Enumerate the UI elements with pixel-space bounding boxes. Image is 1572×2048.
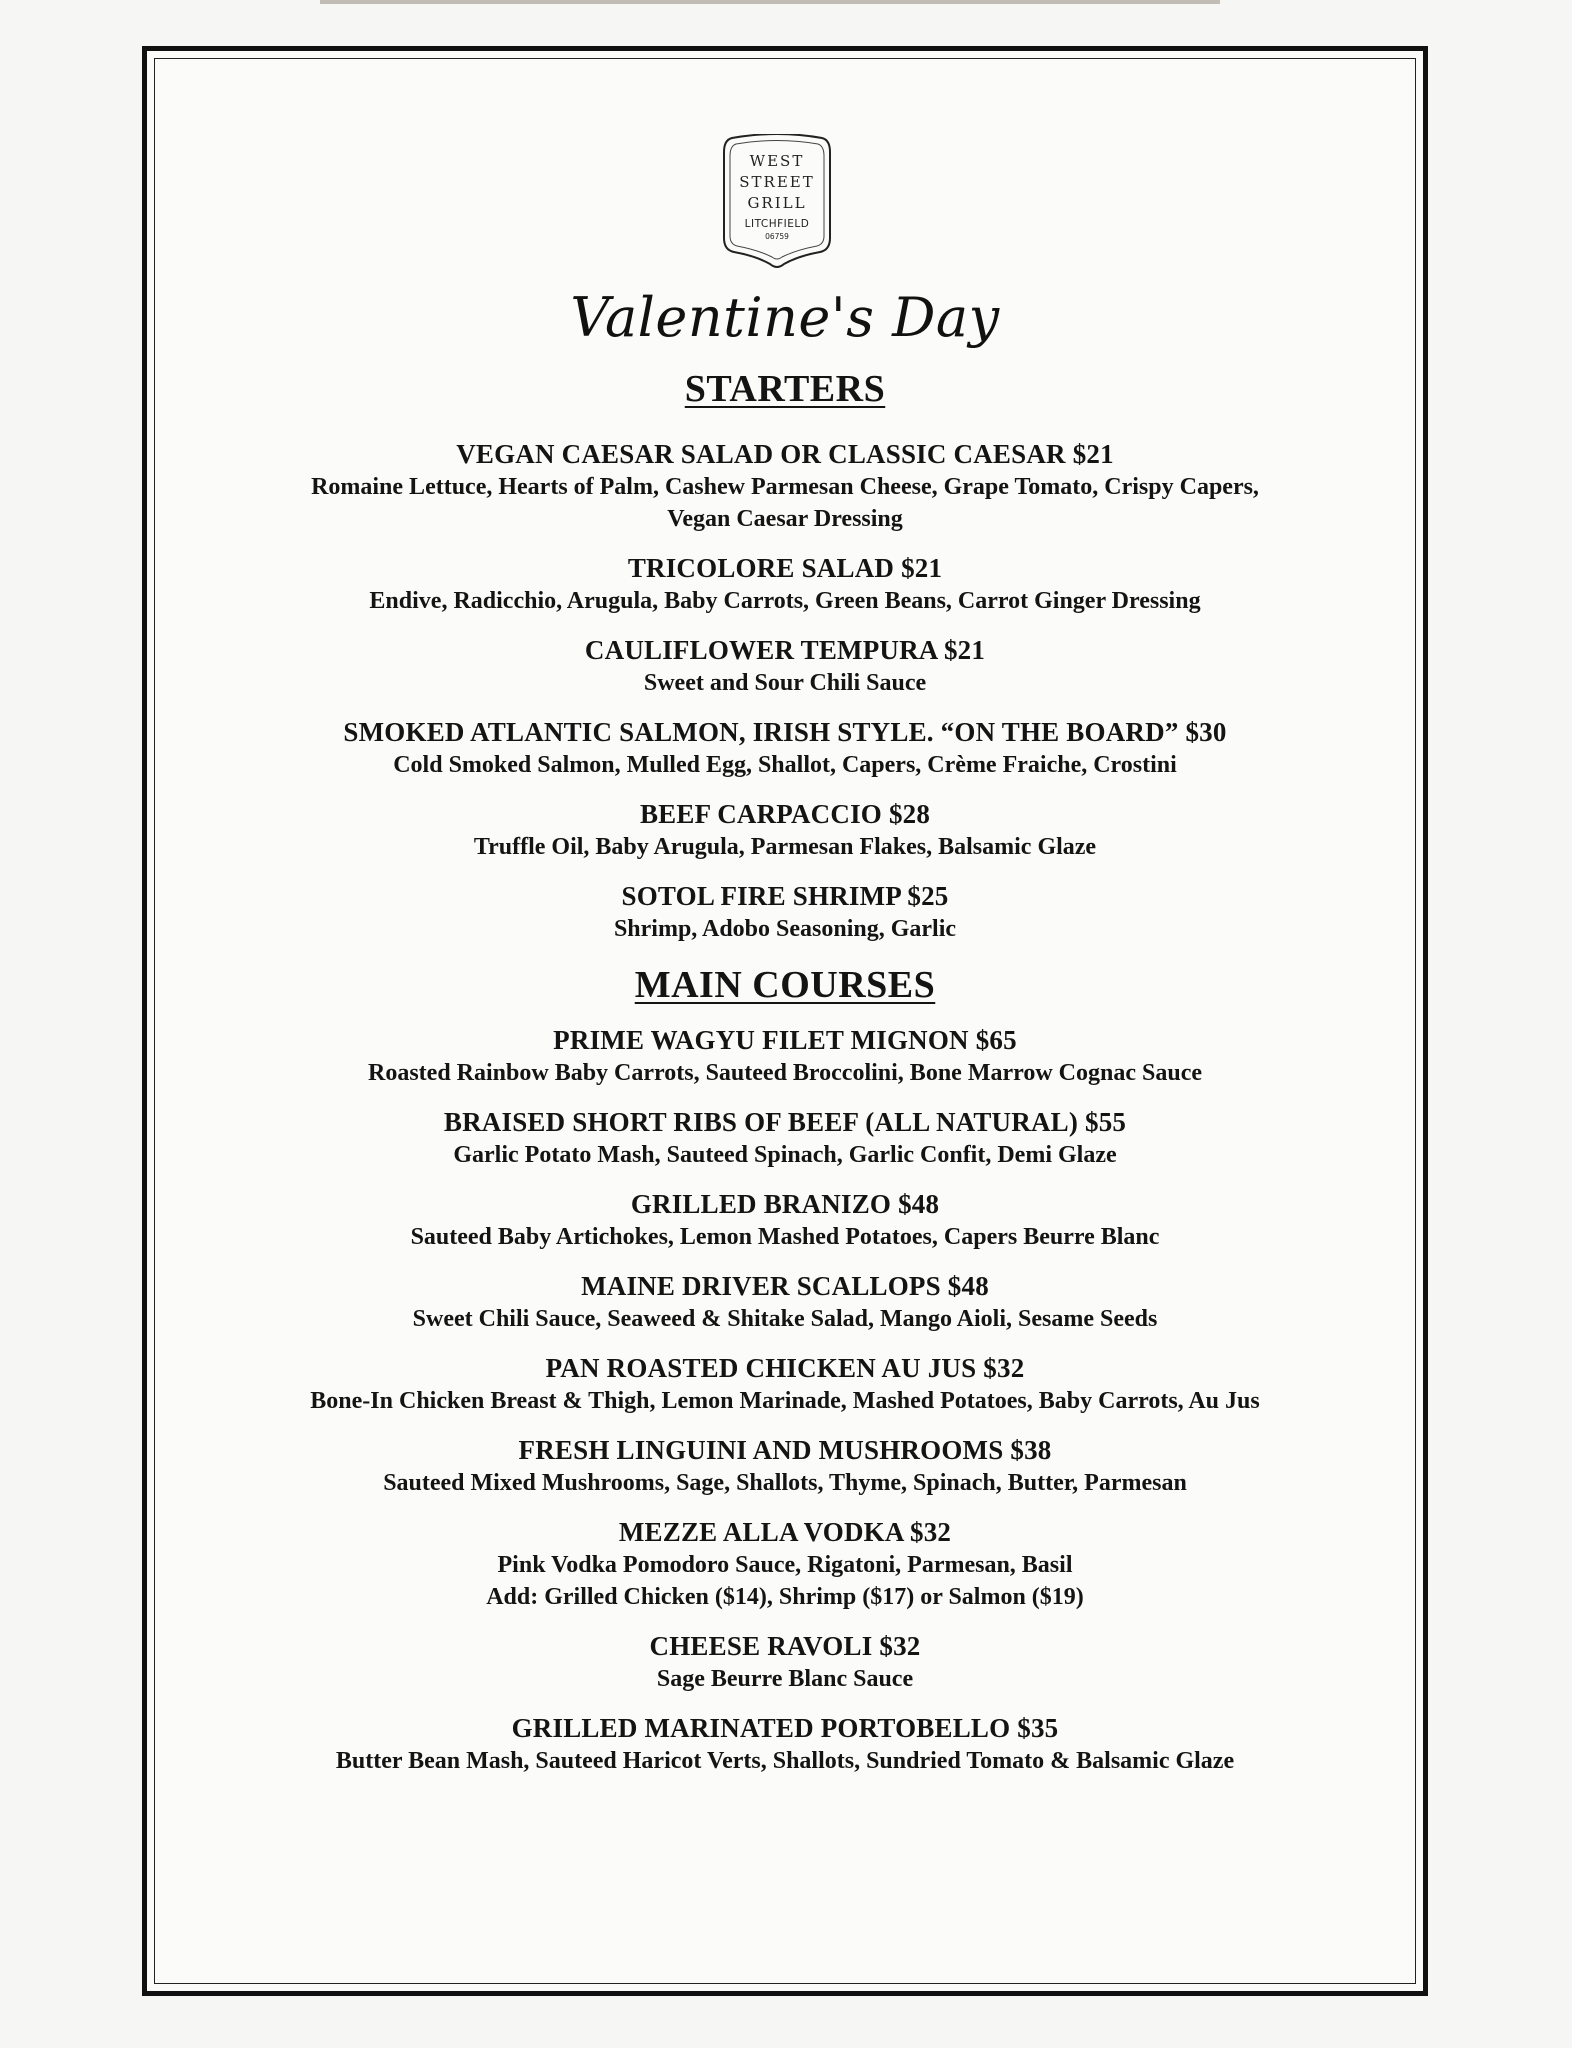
menu-item bbox=[147, 551, 1423, 617]
item-desc: Sauteed Baby Artichokes, Lemon Mashed Potatoes, Capers Beurre Blanc bbox=[410, 1224, 1160, 1250]
logo-text-street: STREET bbox=[739, 173, 815, 191]
item-desc: Sweet Chili Sauce, Seaweed & Shitake Salad, Mango Aioli, Sesame Seeds bbox=[412, 1306, 1158, 1332]
menu-item bbox=[147, 1351, 1423, 1417]
menu-item bbox=[147, 797, 1423, 863]
item-name: CAULIFLOWER TEMPURA $21 bbox=[584, 635, 986, 665]
item-name: CHEESE RAVOLI $32 bbox=[649, 1631, 921, 1661]
item-name: MAINE DRIVER SCALLOPS $48 bbox=[581, 1271, 989, 1301]
item-desc: Endive, Radicchio, Arugula, Baby Carrots, Green Beans, Carrot Ginger Dressing bbox=[369, 588, 1201, 614]
item-name: MEZZE ALLA VODKA $32 bbox=[618, 1517, 952, 1547]
item-desc: Vegan Caesar Dressing bbox=[667, 506, 903, 532]
item-name: VEGAN CAESAR SALAD OR CLASSIC CAESAR $21 bbox=[456, 439, 1114, 469]
item-desc: Shrimp, Adobo Seasoning, Garlic bbox=[613, 916, 957, 942]
menu-item bbox=[147, 437, 1423, 535]
logo-text-town: LITCHFIELD bbox=[744, 218, 810, 230]
menu-item bbox=[147, 1187, 1423, 1253]
item-desc: Add: Grilled Chicken ($14), Shrimp ($17) or Salmon ($19) bbox=[486, 1584, 1084, 1610]
item-name: BRAISED SHORT RIBS OF BEEF (ALL NATURAL) $55 bbox=[443, 1107, 1127, 1137]
item-name: TRICOLORE SALAD $21 bbox=[627, 553, 943, 583]
item-desc: Romaine Lettuce, Hearts of Palm, Cashew Parmesan Cheese, Grape Tomato, Crispy Capers, bbox=[311, 474, 1259, 500]
menu-item bbox=[147, 1711, 1423, 1777]
item-desc: Pink Vodka Pomodoro Sauce, Rigatoni, Parmesan, Basil bbox=[497, 1552, 1073, 1578]
item-desc: Bone-In Chicken Breast & Thigh, Lemon Marinade, Mashed Potatoes, Baby Carrots, Au Jus bbox=[310, 1388, 1260, 1414]
menu-item bbox=[147, 1515, 1423, 1613]
logo-text-west: WEST bbox=[749, 152, 805, 170]
menu-content bbox=[147, 363, 1423, 1777]
section-main-courses bbox=[147, 959, 1423, 1777]
item-name: PRIME WAGYU FILET MIGNON $65 bbox=[553, 1025, 1017, 1055]
item-name: GRILLED BRANIZO $48 bbox=[630, 1189, 940, 1219]
menu-item bbox=[147, 879, 1423, 945]
item-name: FRESH LINGUINI AND MUSHROOMS $38 bbox=[518, 1435, 1052, 1465]
section-starters bbox=[147, 363, 1423, 945]
item-name: BEEF CARPACCIO $28 bbox=[639, 799, 931, 829]
menu-page bbox=[142, 46, 1428, 1996]
item-desc: Garlic Potato Mash, Sauteed Spinach, Garlic Confit, Demi Glaze bbox=[453, 1142, 1117, 1168]
menu-item bbox=[147, 715, 1423, 781]
menu-item bbox=[147, 1629, 1423, 1695]
item-name: GRILLED MARINATED PORTOBELLO $35 bbox=[511, 1713, 1059, 1743]
item-desc: Cold Smoked Salmon, Mulled Egg, Shallot, Capers, Crème Fraiche, Crostini bbox=[393, 752, 1177, 778]
item-desc: Truffle Oil, Baby Arugula, Parmesan Flakes, Balsamic Glaze bbox=[473, 834, 1097, 860]
item-name: PAN ROASTED CHICKEN AU JUS $32 bbox=[545, 1353, 1025, 1383]
section-title: STARTERS bbox=[684, 368, 886, 410]
restaurant-logo bbox=[718, 134, 836, 274]
paper-top-edge bbox=[320, 0, 1220, 4]
item-name: SOTOL FIRE SHRIMP $25 bbox=[621, 881, 949, 911]
occasion-title: Valentine's Day bbox=[570, 286, 1000, 349]
item-desc: Sauteed Mixed Mushrooms, Sage, Shallots, Thyme, Spinach, Butter, Parmesan bbox=[383, 1470, 1187, 1496]
logo-text-grill: GRILL bbox=[747, 194, 807, 212]
menu-item bbox=[147, 1105, 1423, 1171]
menu-item bbox=[147, 633, 1423, 699]
menu-item bbox=[147, 1269, 1423, 1335]
item-name: SMOKED ATLANTIC SALMON, IRISH STYLE. “ON THE BOARD” $30 bbox=[343, 717, 1227, 747]
item-desc: Roasted Rainbow Baby Carrots, Sauteed Broccolini, Bone Marrow Cognac Sauce bbox=[368, 1060, 1202, 1086]
menu-item bbox=[147, 1023, 1423, 1089]
item-desc: Sage Beurre Blanc Sauce bbox=[656, 1666, 914, 1692]
item-desc: Butter Bean Mash, Sauteed Haricot Verts, Shallots, Sundried Tomato & Balsamic Glaze bbox=[335, 1748, 1235, 1774]
section-title: MAIN COURSES bbox=[634, 964, 936, 1006]
item-desc: Sweet and Sour Chili Sauce bbox=[643, 670, 927, 696]
menu-item bbox=[147, 1433, 1423, 1499]
logo-text-zip: 06759 bbox=[765, 232, 789, 241]
